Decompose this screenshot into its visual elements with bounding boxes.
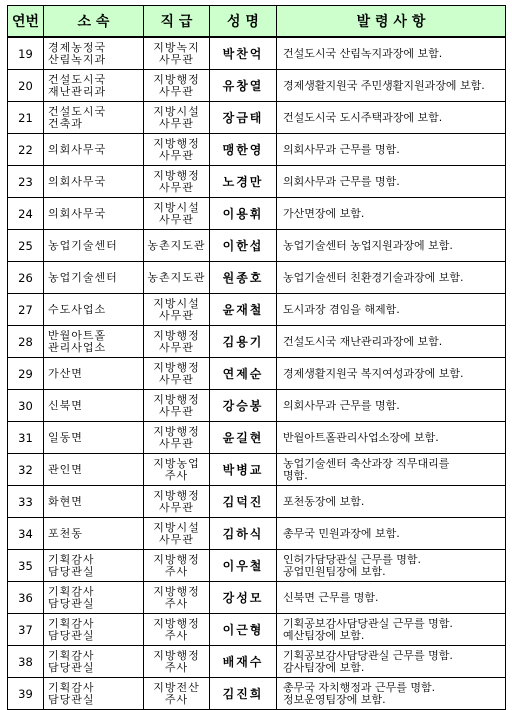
- org-cell: [44, 550, 144, 582]
- grade-line: 지방녹지: [153, 41, 200, 54]
- org-cell: [44, 102, 144, 134]
- grade-line: 사무관: [159, 181, 194, 194]
- org-line: 담당관실: [48, 661, 95, 674]
- table-row: [8, 166, 506, 198]
- note-cell: [277, 262, 506, 294]
- note-cell: [277, 230, 506, 262]
- table-row: [8, 102, 506, 134]
- row-number: 33: [8, 486, 44, 518]
- row-number: 26: [8, 262, 44, 294]
- grade-cell: [144, 198, 210, 230]
- org-cell: [44, 262, 144, 294]
- org-cell: [44, 518, 144, 550]
- grade-line: 사무관: [159, 405, 194, 418]
- grade-cell: [144, 422, 210, 454]
- grade-line: 지방행정: [153, 169, 200, 182]
- note-line: 경제생활지원국 주민생활지원과장에 보함.: [283, 79, 485, 92]
- org-cell: [44, 454, 144, 486]
- name-cell: 김하식: [210, 518, 277, 550]
- org-line: 포천동: [48, 527, 83, 540]
- table-row: [8, 614, 506, 646]
- name-cell: 박병교: [210, 454, 277, 486]
- note-line: 기획공보감사담당관실 근무를 명함.: [283, 649, 453, 662]
- grade-cell: [144, 390, 210, 422]
- table-row: [8, 262, 506, 294]
- note-line: 총무국 자치행정과 근무를 명함.: [283, 681, 436, 694]
- table-row: [8, 70, 506, 102]
- name-cell: 이한섭: [210, 230, 277, 262]
- grade-line: 지방행정: [153, 137, 200, 150]
- grade-cell: [144, 614, 210, 646]
- grade-line: 지방시설: [153, 521, 200, 534]
- note-line: 건설도시국 재난관리과장에 보함.: [283, 335, 443, 348]
- grade-cell: [144, 102, 210, 134]
- note-line: 포천동장에 보함.: [283, 495, 365, 508]
- grade-line: 사무관: [159, 341, 194, 354]
- org-line: 기획감사: [48, 681, 95, 694]
- org-line: 수도사업소: [48, 303, 107, 316]
- header-org: 소 속: [44, 6, 144, 38]
- org-cell: [44, 358, 144, 390]
- grade-cell: [144, 70, 210, 102]
- note-cell: [277, 614, 506, 646]
- note-line: 반월아트홀관리사업소장에 보함.: [283, 431, 439, 444]
- name-cell: 장금태: [210, 102, 277, 134]
- row-number: 36: [8, 582, 44, 614]
- note-cell: [277, 166, 506, 198]
- table-row: [8, 582, 506, 614]
- org-cell: [44, 422, 144, 454]
- row-number: 39: [8, 678, 44, 710]
- table-row: [8, 198, 506, 230]
- org-cell: [44, 582, 144, 614]
- note-cell: [277, 582, 506, 614]
- org-line: 일동면: [48, 431, 83, 444]
- grade-line: 주사: [164, 597, 189, 610]
- note-cell: [277, 454, 506, 486]
- note-line: 의회사무과 근무를 명함.: [283, 143, 400, 156]
- table-body: [8, 37, 506, 710]
- grade-line: 지방전산: [153, 681, 200, 694]
- note-line: 도시과장 겸임을 해제함.: [283, 303, 400, 316]
- grade-line: 지방행정: [153, 329, 200, 342]
- note-line: 공업민원팀장에 보함.: [283, 565, 386, 578]
- row-number: 32: [8, 454, 44, 486]
- org-cell: [44, 326, 144, 358]
- note-cell: [277, 678, 506, 710]
- grade-cell: [144, 262, 210, 294]
- org-line: 기획감사: [48, 553, 95, 566]
- row-number: 19: [8, 37, 44, 70]
- org-line: 담당관실: [48, 597, 95, 610]
- row-number: 29: [8, 358, 44, 390]
- note-line: 경제생활지원국 복지여성과장에 보함.: [283, 367, 464, 380]
- note-line: 농업기술센터 친환경기술과장에 보함.: [283, 271, 464, 284]
- org-cell: [44, 134, 144, 166]
- table-row: [8, 550, 506, 582]
- org-cell: [44, 294, 144, 326]
- row-number: 25: [8, 230, 44, 262]
- table-row: [8, 326, 506, 358]
- grade-cell: [144, 326, 210, 358]
- table-row: [8, 518, 506, 550]
- note-line: 의회사무과 근무를 명함.: [283, 175, 400, 188]
- grade-line: 사무관: [159, 149, 194, 162]
- grade-line: 지방행정: [153, 585, 200, 598]
- org-cell: [44, 486, 144, 518]
- org-line: 담당관실: [48, 693, 95, 706]
- row-number: 30: [8, 390, 44, 422]
- row-number: 27: [8, 294, 44, 326]
- grade-line: 지방시설: [153, 105, 200, 118]
- org-line: 신북면: [48, 399, 83, 412]
- grade-line: 사무관: [159, 117, 194, 130]
- grade-line: 주사: [164, 469, 189, 482]
- table-row: [8, 294, 506, 326]
- table-row: [8, 390, 506, 422]
- org-line: 화현면: [48, 495, 83, 508]
- grade-line: 주사: [164, 629, 189, 642]
- grade-line: 주사: [164, 661, 189, 674]
- grade-line: 사무관: [159, 85, 194, 98]
- org-line: 농업기술센터: [48, 271, 118, 284]
- name-cell: 윤길현: [210, 422, 277, 454]
- row-number: 38: [8, 646, 44, 678]
- note-cell: [277, 134, 506, 166]
- note-line: 건설도시국 도시주택과장에 보함.: [283, 111, 443, 124]
- note-cell: [277, 518, 506, 550]
- row-number: 34: [8, 518, 44, 550]
- table-row: [8, 486, 506, 518]
- grade-line: 지방행정: [153, 649, 200, 662]
- grade-line: 지방행정: [153, 617, 200, 630]
- name-cell: 박찬억: [210, 37, 277, 70]
- org-cell: [44, 166, 144, 198]
- grade-line: 사무관: [159, 501, 194, 514]
- org-line: 의회사무국: [48, 207, 107, 220]
- table-row: [8, 134, 506, 166]
- grade-cell: [144, 518, 210, 550]
- note-line: 건설도시국 산림녹지과장에 보함.: [283, 47, 443, 60]
- table-row: [8, 454, 506, 486]
- org-line: 산림녹지과: [48, 53, 107, 66]
- grade-line: 지방행정: [153, 361, 200, 374]
- org-cell: [44, 614, 144, 646]
- name-cell: 김용기: [210, 326, 277, 358]
- grade-line: 주사: [164, 565, 189, 578]
- org-cell: [44, 198, 144, 230]
- note-line: 예산팀장에 보함.: [283, 629, 365, 642]
- table-row: [8, 358, 506, 390]
- header-grade: 직 급: [144, 6, 210, 38]
- grade-line: 지방시설: [153, 201, 200, 214]
- row-number: 21: [8, 102, 44, 134]
- org-line: 가산면: [48, 367, 83, 380]
- row-number: 37: [8, 614, 44, 646]
- table-row: [8, 646, 506, 678]
- org-line: 재난관리과: [48, 85, 107, 98]
- name-cell: 연제순: [210, 358, 277, 390]
- table-row: [8, 37, 506, 70]
- grade-line: 사무관: [159, 373, 194, 386]
- org-line: 기획감사: [48, 585, 95, 598]
- grade-line: 주사: [164, 693, 189, 706]
- grade-cell: [144, 294, 210, 326]
- header-name: 성 명: [210, 6, 277, 38]
- grade-line: 지방행정: [153, 73, 200, 86]
- header-note: 발 령 사 항: [277, 6, 506, 38]
- grade-line: 농촌지도관: [147, 271, 206, 284]
- note-line: 농업기술센터 농업지원과장에 보함.: [283, 239, 453, 252]
- row-number: 35: [8, 550, 44, 582]
- org-cell: [44, 678, 144, 710]
- org-line: 농업기술센터: [48, 239, 118, 252]
- grade-cell: [144, 678, 210, 710]
- grade-cell: [144, 37, 210, 70]
- row-number: 20: [8, 70, 44, 102]
- name-cell: 노경만: [210, 166, 277, 198]
- header-no: 연번: [8, 6, 44, 38]
- org-line: 관리사업소: [48, 341, 107, 354]
- note-line: 총무국 민원과장에 보함.: [283, 527, 400, 540]
- name-cell: 이우철: [210, 550, 277, 582]
- grade-line: 사무관: [159, 213, 194, 226]
- note-line: 가산면장에 보함.: [283, 207, 365, 220]
- name-cell: 유창열: [210, 70, 277, 102]
- grade-cell: [144, 166, 210, 198]
- note-cell: [277, 646, 506, 678]
- note-cell: [277, 70, 506, 102]
- name-cell: 김진희: [210, 678, 277, 710]
- personnel-table: [7, 5, 506, 710]
- note-cell: [277, 550, 506, 582]
- note-line: 인허가담당관실 근무를 명함.: [283, 553, 422, 566]
- row-number: 23: [8, 166, 44, 198]
- org-line: 기획감사: [48, 617, 95, 630]
- name-cell: 윤재철: [210, 294, 277, 326]
- org-line: 반월아트홀: [48, 329, 107, 342]
- grade-line: 지방행정: [153, 425, 200, 438]
- org-cell: [44, 390, 144, 422]
- table-row: [8, 230, 506, 262]
- grade-cell: [144, 550, 210, 582]
- grade-cell: [144, 134, 210, 166]
- table-row: [8, 422, 506, 454]
- table-row: [8, 678, 506, 710]
- note-cell: [277, 486, 506, 518]
- grade-line: 지방행정: [153, 489, 200, 502]
- org-line: 건설도시국: [48, 73, 107, 86]
- name-cell: 배재수: [210, 646, 277, 678]
- org-line: 의회사무국: [48, 143, 107, 156]
- name-cell: 이용휘: [210, 198, 277, 230]
- org-line: 의회사무국: [48, 175, 107, 188]
- name-cell: 강승봉: [210, 390, 277, 422]
- grade-cell: [144, 230, 210, 262]
- note-cell: [277, 422, 506, 454]
- org-line: 건축과: [48, 117, 83, 130]
- row-number: 31: [8, 422, 44, 454]
- org-line: 건설도시국: [48, 105, 107, 118]
- grade-line: 지방행정: [153, 393, 200, 406]
- org-line: 담당관실: [48, 629, 95, 642]
- grade-line: 지방행정: [153, 553, 200, 566]
- grade-cell: [144, 646, 210, 678]
- name-cell: 강성모: [210, 582, 277, 614]
- note-cell: [277, 294, 506, 326]
- org-line: 기획감사: [48, 649, 95, 662]
- grade-line: 지방농업: [153, 457, 200, 470]
- note-line: 감사팀장에 보함.: [283, 661, 365, 674]
- grade-cell: [144, 454, 210, 486]
- name-cell: 원종호: [210, 262, 277, 294]
- org-cell: [44, 230, 144, 262]
- row-number: 24: [8, 198, 44, 230]
- row-number: 28: [8, 326, 44, 358]
- grade-cell: [144, 582, 210, 614]
- note-cell: [277, 390, 506, 422]
- note-line: 의회사무과 근무를 명함.: [283, 399, 400, 412]
- org-line: 경제농정국: [48, 41, 107, 54]
- note-cell: [277, 102, 506, 134]
- grade-line: 지방시설: [153, 297, 200, 310]
- name-cell: 맹한영: [210, 134, 277, 166]
- org-cell: [44, 646, 144, 678]
- grade-line: 사무관: [159, 533, 194, 546]
- row-number: 22: [8, 134, 44, 166]
- name-cell: 이근형: [210, 614, 277, 646]
- note-line: 정보운영팀장에 보함.: [283, 693, 386, 706]
- note-line: 신북면 근무를 명함.: [283, 591, 379, 604]
- grade-line: 사무관: [159, 309, 194, 322]
- org-cell: [44, 70, 144, 102]
- grade-line: 사무관: [159, 53, 194, 66]
- org-line: 관인면: [48, 463, 83, 476]
- org-cell: [44, 37, 144, 70]
- note-cell: [277, 198, 506, 230]
- header-row: [8, 6, 506, 38]
- grade-line: 사무관: [159, 437, 194, 450]
- grade-line: 농촌지도관: [147, 239, 206, 252]
- note-cell: [277, 326, 506, 358]
- grade-cell: [144, 358, 210, 390]
- note-line: 농업기술센터 축산과장 직무대리를: [283, 457, 450, 470]
- name-cell: 김덕진: [210, 486, 277, 518]
- grade-cell: [144, 486, 210, 518]
- note-line: 명함.: [283, 469, 308, 482]
- note-cell: [277, 358, 506, 390]
- org-line: 담당관실: [48, 565, 95, 578]
- note-cell: [277, 37, 506, 70]
- note-line: 기획공보감사담당관실 근무를 명함.: [283, 617, 453, 630]
